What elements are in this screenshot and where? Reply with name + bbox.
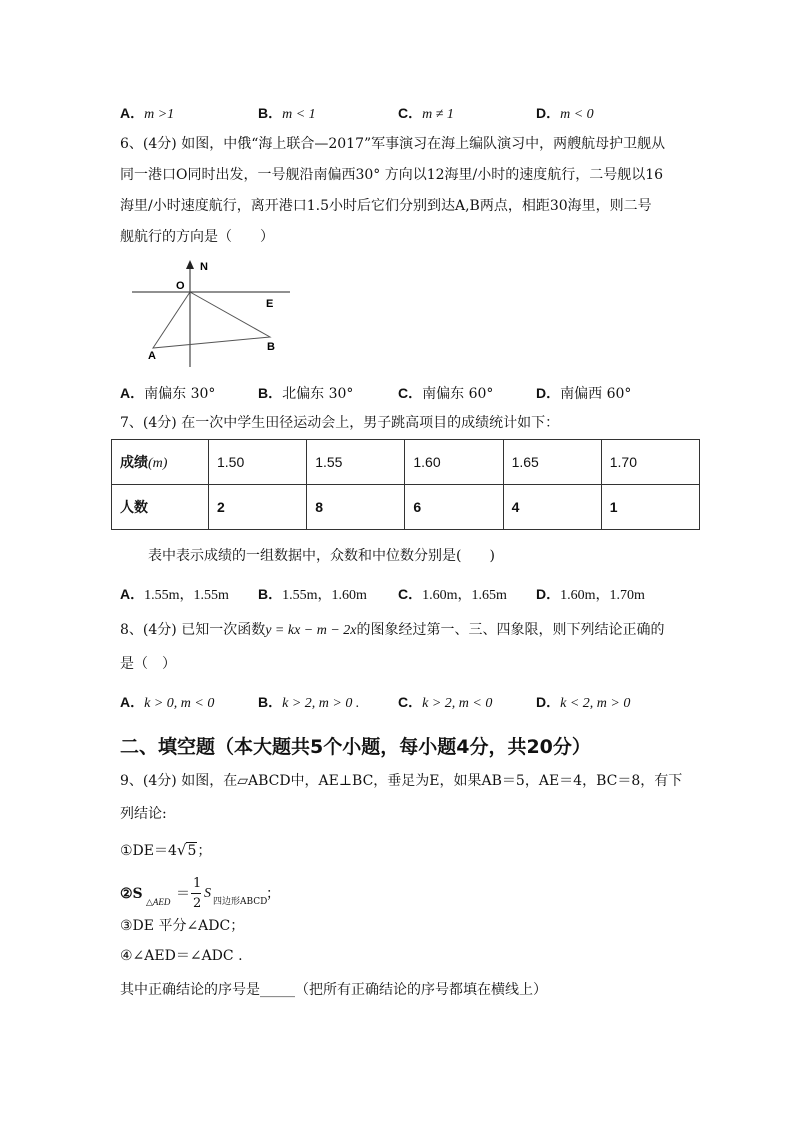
q6-text-line-2: 同一港口O同时出发，一号舰沿南偏西30° 方向以12海里/小时的速度航行，二号舰以16 (120, 167, 664, 183)
q5-option-a: A．m >1 (120, 105, 175, 122)
label-n: N (200, 261, 208, 273)
q9-conclusion-4: ④∠AED＝∠ADC . (120, 948, 243, 964)
q6-option-c: C．南偏东 60° (398, 385, 494, 402)
q7-text-line-1: 7、(4分) 在一次中学生田径运动会上，男子跳高项目的成绩统计如下： (120, 415, 560, 431)
table-cell: 1.55 (307, 440, 405, 485)
answer-blank[interactable]: _____ (260, 982, 295, 998)
q6-option-a: A．南偏东 30° (120, 385, 216, 402)
fraction-denominator: 2 (193, 896, 202, 911)
q7-option-a: A．1.55m，1.55m (120, 586, 229, 603)
table-cell: 1.60 (405, 440, 503, 485)
table-row-scores (112, 440, 700, 485)
q9-conclusion-1: ①DE＝4√5； (120, 841, 212, 859)
q8-text-line-1: 8、(4分) 已知一次函数y = kx − m − 2x的图象经过第一、三、四象限，则下列结论正确的 (120, 622, 665, 638)
score-table (111, 439, 700, 530)
q5-option-c: C．m ≠ 1 (398, 105, 454, 122)
q9-text-line-1: 9、(4分) 如图，在▱ABCD中，AE⊥BC，垂足为E，如果AB＝5，AE＝4，BC＝8，有下 (120, 773, 683, 789)
label-e: E (266, 298, 274, 310)
q6-text-line-1: 6、(4分) 如图，中俄“海上联合—2017”军事演习在海上编队演习中，两艘航母护卫舰从 (120, 136, 666, 152)
table-cell: 1.50 (209, 440, 307, 485)
sqrt-icon: √ (176, 841, 187, 859)
q9-conclusion-3: ③DE 平分∠ADC； (120, 918, 245, 934)
label-a: A (148, 350, 156, 362)
section-title: 二、填空题（本大题共5个小题，每小题4分，共20分） (120, 736, 591, 758)
fraction-numerator: 1 (193, 876, 202, 891)
q5-option-d: D．m < 0 (536, 105, 594, 122)
q6-option-d: D．南偏西 60° (536, 385, 632, 402)
q8-text-line-2: 是（ ） (120, 656, 176, 672)
q7-option-b: B．1.55m，1.60m (258, 586, 367, 603)
q8-formula: y = kx − m − 2x (265, 623, 357, 638)
q9-text-line-end: 其中正确结论的序号是_____（把所有正确结论的序号都填在横线上） (120, 982, 547, 998)
q8-option-c: C．k > 2, m < 0 (398, 694, 493, 711)
table-cell: 1.65 (503, 440, 601, 485)
q6-option-b: B．北偏东 30° (258, 385, 354, 402)
q7-option-d: D．1.60m，1.70m (536, 586, 645, 603)
table-cell: 1.70 (601, 440, 699, 485)
label-b: B (267, 341, 275, 353)
table-row-counts (112, 485, 700, 530)
north-arrow-icon (186, 260, 194, 269)
q8-option-b: B．k > 2, m > 0 . (258, 694, 360, 711)
q8-option-d: D．k < 2, m > 0 (536, 694, 631, 711)
q8-option-a: A．k > 0, m < 0 (120, 694, 215, 711)
q6-direction-figure (120, 255, 300, 375)
q6-text-line-4: 舰航行的方向是（ ） (120, 229, 274, 245)
table-cell: 6 (405, 485, 503, 530)
q7-text-line-2: 表中表示成绩的一组数据中，众数和中位数分别是( ) (148, 548, 495, 564)
table-header-count: 人数 (112, 485, 209, 530)
q5-option-b: B．m < 1 (258, 105, 316, 122)
q7-option-c: C．1.60m，1.65m (398, 586, 507, 603)
table-cell: 8 (307, 485, 405, 530)
label-o: O (176, 280, 185, 292)
table-header-score: 成绩(m) (112, 440, 209, 485)
q9-text-line-2: 列结论: (120, 806, 167, 822)
table-cell: 1 (601, 485, 699, 530)
table-cell: 2 (209, 485, 307, 530)
table-cell: 4 (503, 485, 601, 530)
triangle-oab (153, 292, 270, 348)
q6-text-line-3: 海里/小时速度航行，离开港口1.5小时后它们分别到达A,B两点，相距30海里，则二号 (120, 198, 652, 214)
